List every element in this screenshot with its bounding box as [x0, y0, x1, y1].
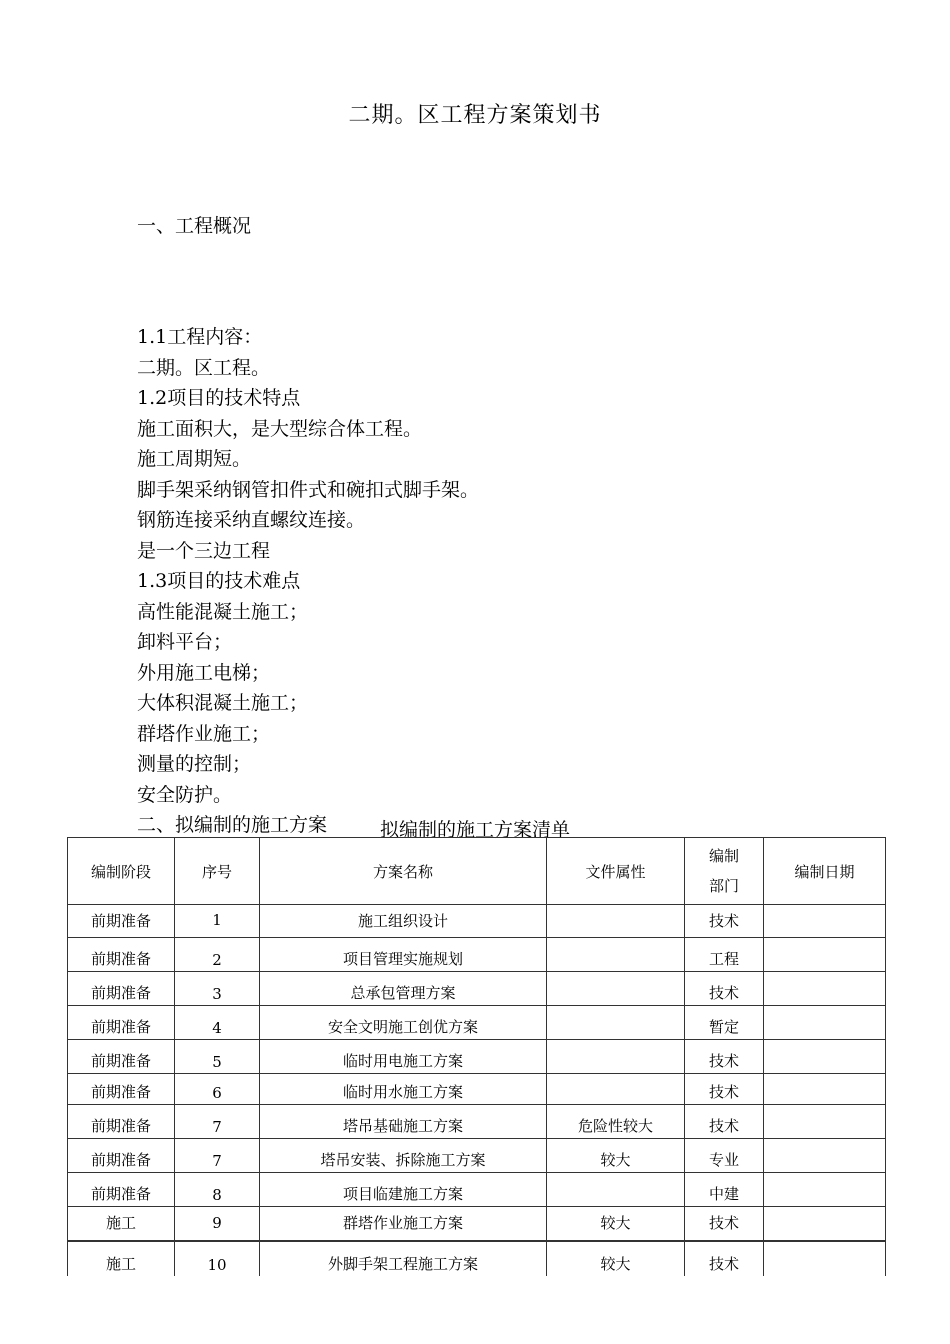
header-dept-line2: 部门	[708, 877, 739, 895]
cell-stage: 前期准备	[68, 1139, 175, 1173]
header-no: 序号	[175, 838, 260, 905]
cell-name: 临时用电施工方案	[260, 1040, 547, 1074]
cell-dept: 技术	[685, 905, 764, 938]
text-line: 外用施工电梯；	[137, 661, 271, 684]
cell-date	[764, 972, 886, 1006]
cell-attr	[547, 938, 685, 972]
cell-no: 1	[175, 905, 260, 938]
table-row	[68, 1207, 886, 1242]
cell-dept: 技术	[685, 1207, 764, 1242]
cell-dept: 技术	[685, 1241, 764, 1276]
cell-attr	[547, 972, 685, 1006]
cell-dept: 专业	[685, 1139, 764, 1173]
table-row	[68, 1105, 886, 1139]
section-heading-overview: 一、工程概况	[137, 215, 252, 237]
cell-no: 9	[175, 1207, 260, 1242]
text-line: 高性能混凝土施工；	[137, 600, 309, 623]
cell-name: 外脚手架工程施工方案	[260, 1241, 547, 1276]
cell-no: 3	[175, 972, 260, 1006]
cell-date	[764, 1139, 886, 1173]
table-row	[68, 1040, 886, 1074]
cell-no: 4	[175, 1006, 260, 1040]
text-line: 群塔作业施工；	[137, 722, 271, 745]
header-dept	[685, 838, 764, 905]
cell-no: 2	[175, 938, 260, 972]
text-line: 安全防护。	[137, 783, 233, 806]
body-text	[137, 322, 479, 841]
cell-no: 7	[175, 1105, 260, 1139]
cell-date	[764, 1006, 886, 1040]
text-line: 测量的控制；	[137, 753, 252, 775]
cell-date	[764, 938, 886, 972]
text-line: 钢筋连接采纳直螺纹连接。	[137, 509, 366, 531]
text-line: 脚手架采纳钢管扣件式和碗扣式脚手架。	[137, 478, 480, 501]
cell-stage: 前期准备	[68, 1006, 175, 1040]
text-line: 1.1工程内容：	[137, 326, 263, 348]
table-row	[68, 1173, 886, 1207]
cell-name: 总承包管理方案	[260, 972, 547, 1006]
cell-no: 8	[175, 1173, 260, 1207]
text-line: 二期。区工程。	[137, 356, 271, 379]
cell-name: 塔吊安装、拆除施工方案	[260, 1139, 547, 1173]
table-row	[68, 938, 886, 972]
cell-dept: 暂定	[685, 1006, 764, 1040]
table-row	[68, 1074, 886, 1105]
cell-name: 安全文明施工创优方案	[260, 1006, 547, 1040]
cell-stage: 施工	[68, 1207, 175, 1242]
header-name: 方案名称	[260, 838, 547, 905]
cell-name: 塔吊基础施工方案	[260, 1105, 547, 1139]
cell-stage: 前期准备	[68, 1105, 175, 1139]
cell-date	[764, 1173, 886, 1207]
cell-no: 5	[175, 1040, 260, 1074]
table-caption: 拟编制的施工方案清单	[379, 819, 570, 841]
text-line: 1.2项目的技术特点	[137, 387, 301, 409]
cell-no: 6	[175, 1074, 260, 1105]
cell-date	[764, 1105, 886, 1139]
document-title: 二期。区工程方案策划书	[348, 103, 602, 128]
text-line: 卸料平台；	[137, 631, 233, 653]
cell-no: 10	[175, 1241, 260, 1276]
cell-date	[764, 1207, 886, 1242]
table-row	[68, 905, 886, 938]
table-row	[68, 972, 886, 1006]
cell-date	[764, 1040, 886, 1074]
cell-attr	[547, 1040, 685, 1074]
cell-dept: 技术	[685, 1040, 764, 1074]
cell-attr: 较大	[547, 1241, 685, 1276]
cell-dept: 中建	[685, 1173, 764, 1207]
cell-stage: 前期准备	[68, 1074, 175, 1105]
cell-no: 7	[175, 1139, 260, 1173]
cell-attr	[547, 1074, 685, 1105]
cell-stage: 前期准备	[68, 1040, 175, 1074]
cell-name: 群塔作业施工方案	[260, 1207, 547, 1242]
cell-date	[764, 1074, 886, 1105]
text-line: 施工面积大，是大型综合体工程。	[137, 417, 423, 440]
section-heading-plans: 二、拟编制的施工方案	[137, 814, 328, 836]
cell-attr	[547, 1006, 685, 1040]
cell-attr	[547, 905, 685, 938]
cell-dept: 工程	[685, 938, 764, 972]
cell-attr: 危险性较大	[547, 1105, 685, 1139]
cell-stage: 施工	[68, 1241, 175, 1276]
cell-stage: 前期准备	[68, 938, 175, 972]
header-attr: 文件属性	[547, 838, 685, 905]
cell-stage: 前期准备	[68, 972, 175, 1006]
cell-dept: 技术	[685, 972, 764, 1006]
plan-list-table	[67, 837, 886, 1276]
cell-attr: 较大	[547, 1139, 685, 1173]
cell-stage: 前期准备	[68, 1173, 175, 1207]
cell-attr: 较大	[547, 1207, 685, 1242]
cell-name: 临时用水施工方案	[260, 1074, 547, 1105]
cell-dept: 技术	[685, 1074, 764, 1105]
cell-stage: 前期准备	[68, 905, 175, 938]
cell-name: 项目管理实施规划	[260, 938, 547, 972]
cell-name: 施工组织设计	[260, 905, 547, 938]
table-row	[68, 1139, 886, 1173]
cell-attr	[547, 1173, 685, 1207]
cell-date	[764, 1241, 886, 1276]
table-row	[68, 1241, 886, 1276]
text-line: 1.3项目的技术难点	[137, 570, 301, 592]
header-stage: 编制阶段	[68, 838, 175, 905]
table-header-row	[68, 838, 886, 905]
table-row	[68, 1006, 886, 1040]
cell-name: 项目临建施工方案	[260, 1173, 547, 1207]
text-line: 是一个三边工程	[137, 539, 271, 562]
text-line: 施工周期短。	[137, 448, 252, 470]
cell-date	[764, 905, 886, 938]
cell-dept: 技术	[685, 1105, 764, 1139]
header-date: 编制日期	[764, 838, 886, 905]
header-dept-line1: 编制	[708, 847, 739, 865]
text-line: 大体积混凝土施工；	[137, 692, 309, 714]
